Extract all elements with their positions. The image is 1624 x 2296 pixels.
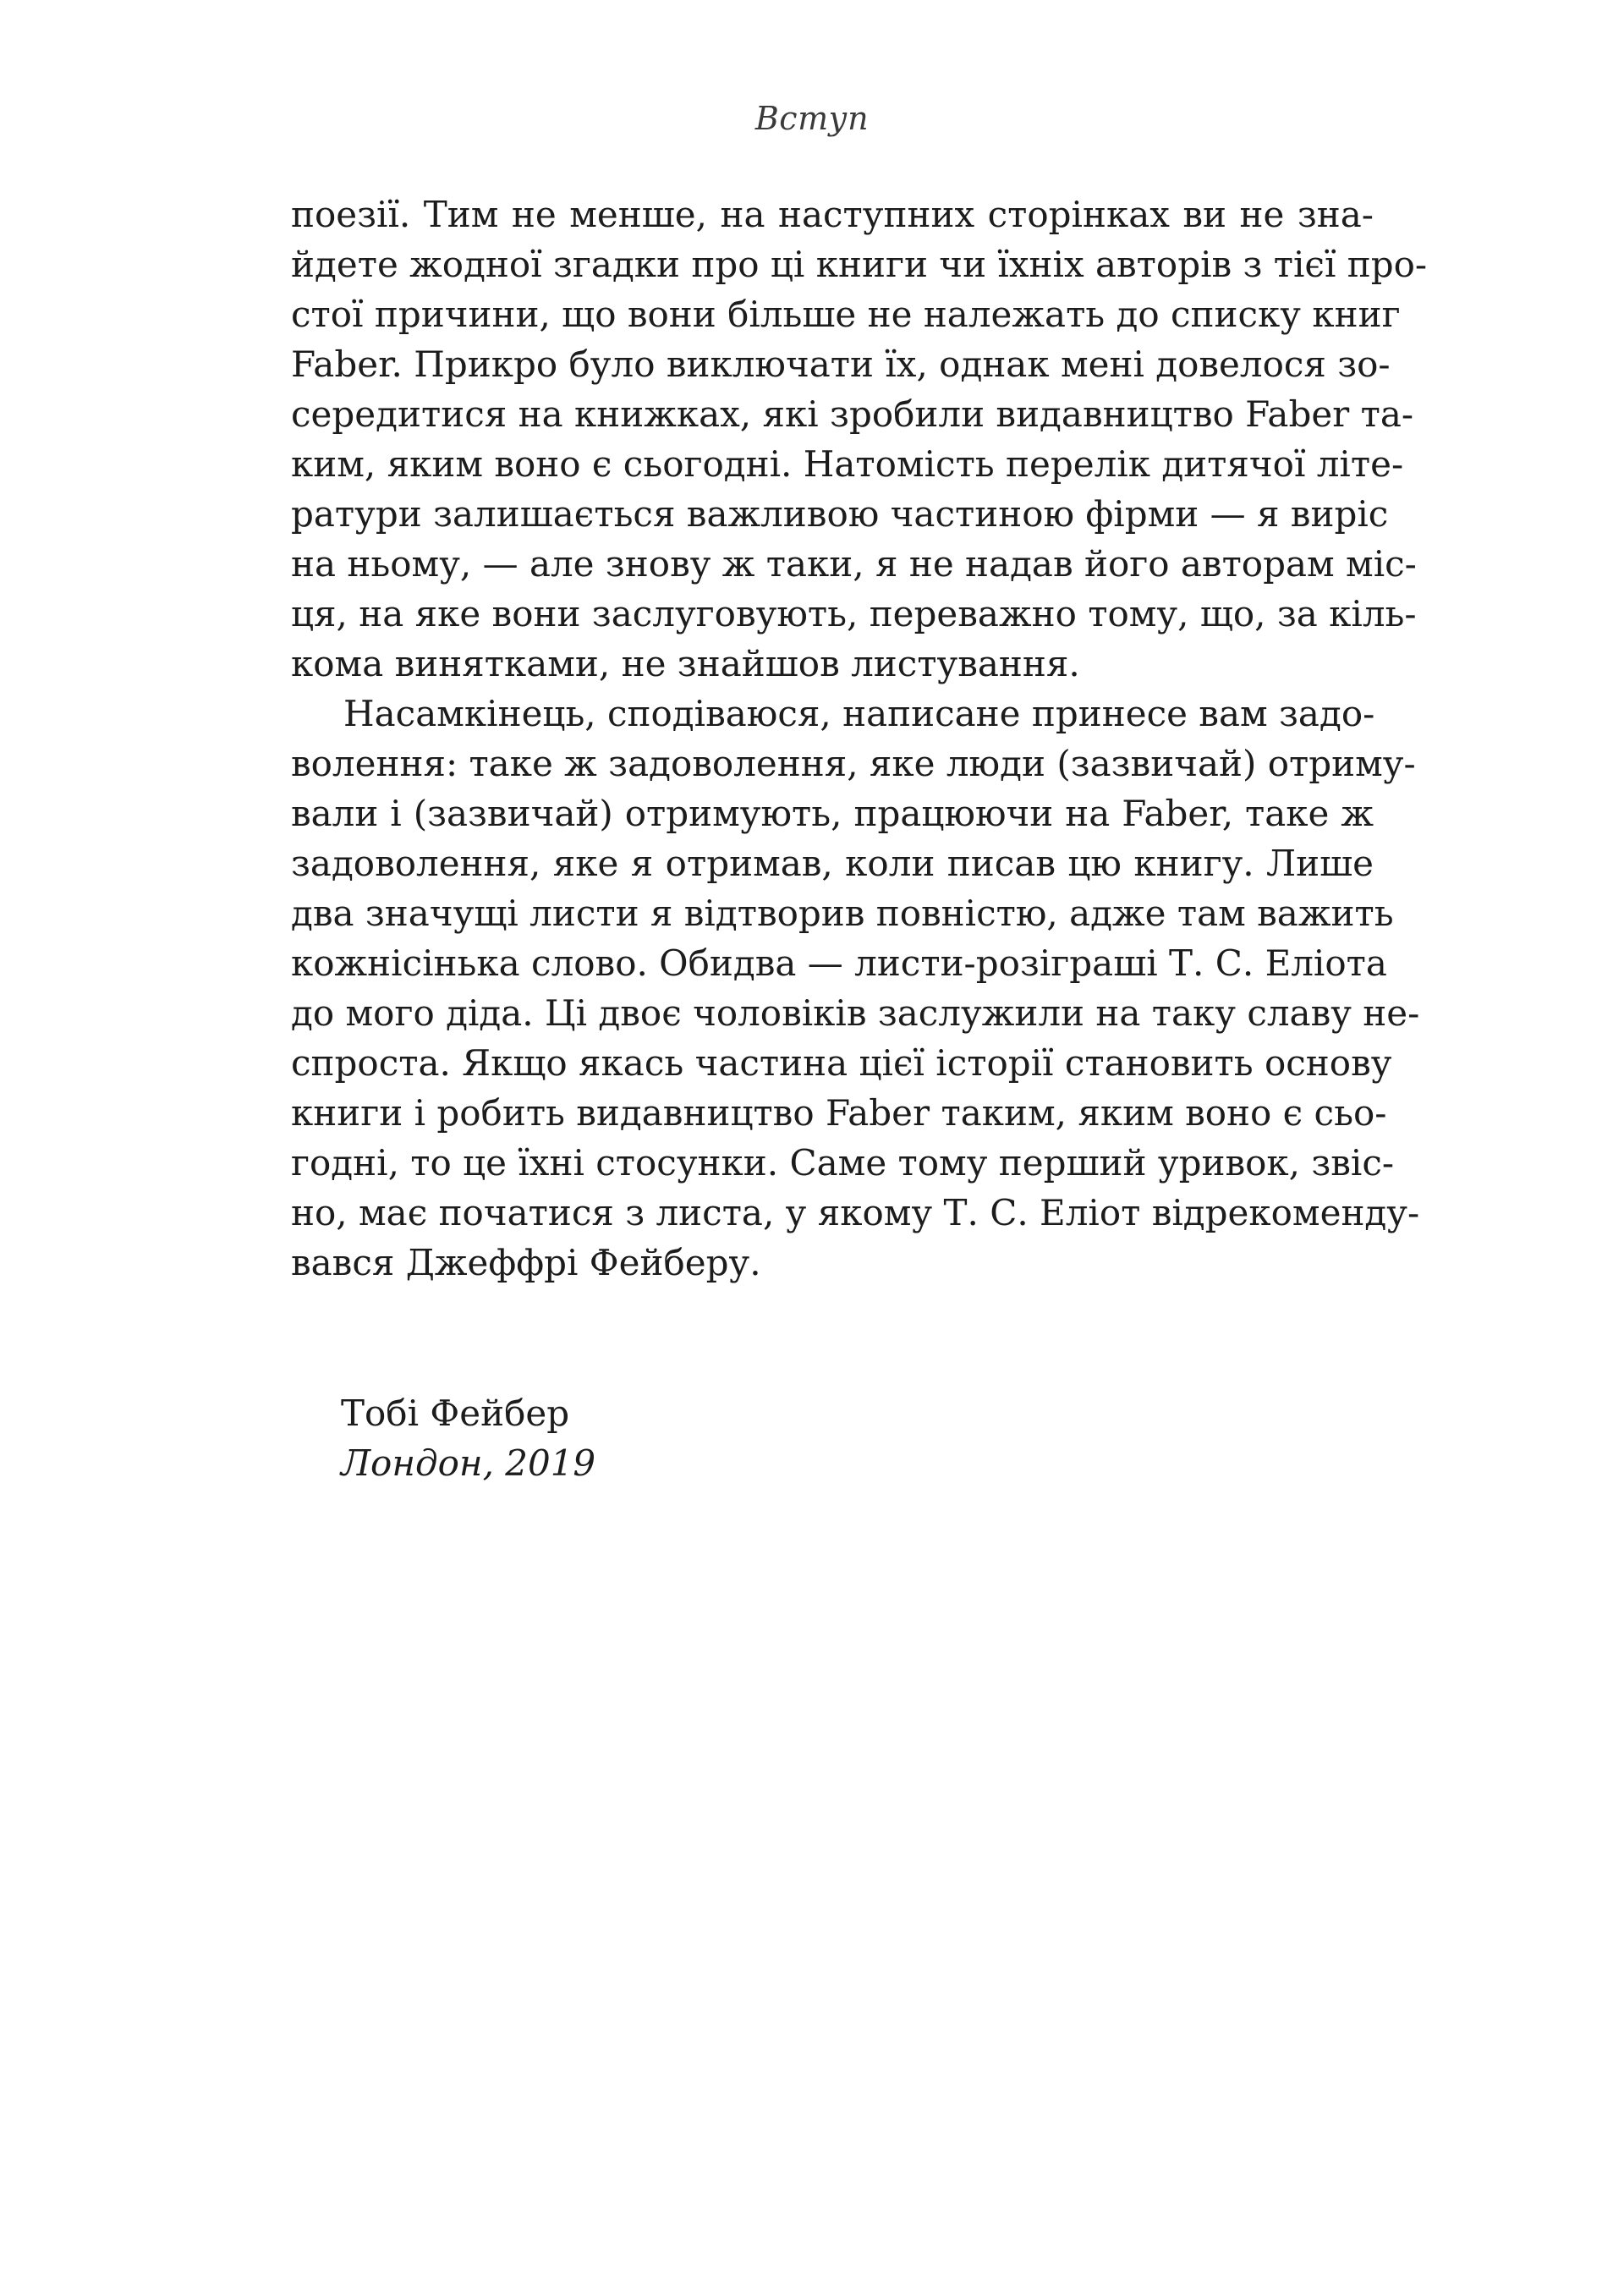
body-text: [291, 190, 1428, 1288]
text-line: вали і (зазвичай) отримують, працюючи на Faber, таке ж: [291, 793, 1374, 834]
text-line: задоволення, яке я отримав, коли писав цю книгу. Лише: [291, 843, 1374, 884]
text-line: волення: таке ж задоволення, яке люди (зазвичай) отриму-: [291, 743, 1416, 784]
signature-block: [341, 1388, 595, 1488]
text-line: ким, яким воно є сьогодні. Натомість перелік дитячої літе-: [291, 443, 1404, 485]
running-head-title: Вступ: [754, 100, 870, 137]
text-line: но, має початися з листа, у якому Т. С. Еліот відрекоменду-: [291, 1192, 1420, 1233]
text-line: Насамкінець, сподіваюся, написане принесе вам задо-: [343, 693, 1375, 734]
text-line: ця, на яке вони заслуговують, переважно тому, що, за кіль-: [291, 593, 1417, 634]
text-line: йдете жодної згадки про ці книги чи їхніх авторів з тієї про-: [291, 244, 1428, 285]
text-line: кожнісінька слово. Обидва — листи-розіграші Т. С. Еліота: [291, 942, 1387, 984]
text-line: Faber. Прикро було виключати їх, однак мені довелося зо-: [291, 343, 1391, 385]
text-line: на ньому, — але знову ж таки, я не надав його авторам міс-: [291, 543, 1417, 585]
place-date: Лондон, 2019: [341, 1442, 596, 1484]
author-name: Тобі Фейбер: [341, 1392, 570, 1434]
paragraph-2: [291, 689, 1420, 1288]
text-line: годні, то це їхні стосунки. Саме тому перший уривок, звіс-: [291, 1142, 1395, 1184]
text-line: кома винятками, не знайшов листування.: [291, 643, 1080, 684]
text-line: поезії. Тим не менше, на наступних сторінках ви не зна-: [291, 194, 1374, 235]
text-line: ратури залишається важливою частиною фірми — я виріс: [291, 493, 1389, 535]
text-line: середитися на книжках, які зробили видавництво Faber та-: [291, 393, 1414, 435]
text-line: стої причини, що вони більше не належать до списку книг: [291, 294, 1401, 335]
text-line: до мого діда. Ці двоє чоловіків заслужили на таку славу не-: [291, 992, 1420, 1034]
paragraph-1: [291, 190, 1428, 689]
text-line: спроста. Якщо якась частина цієї історії становить основу: [291, 1042, 1392, 1084]
text-line: вався Джеффрі Фейберу.: [291, 1242, 761, 1283]
text-line: книги і робить видавництво Faber таким, яким воно є сьо-: [291, 1092, 1387, 1134]
text-line: два значущі листи я відтворив повністю, адже там важить: [291, 893, 1394, 934]
